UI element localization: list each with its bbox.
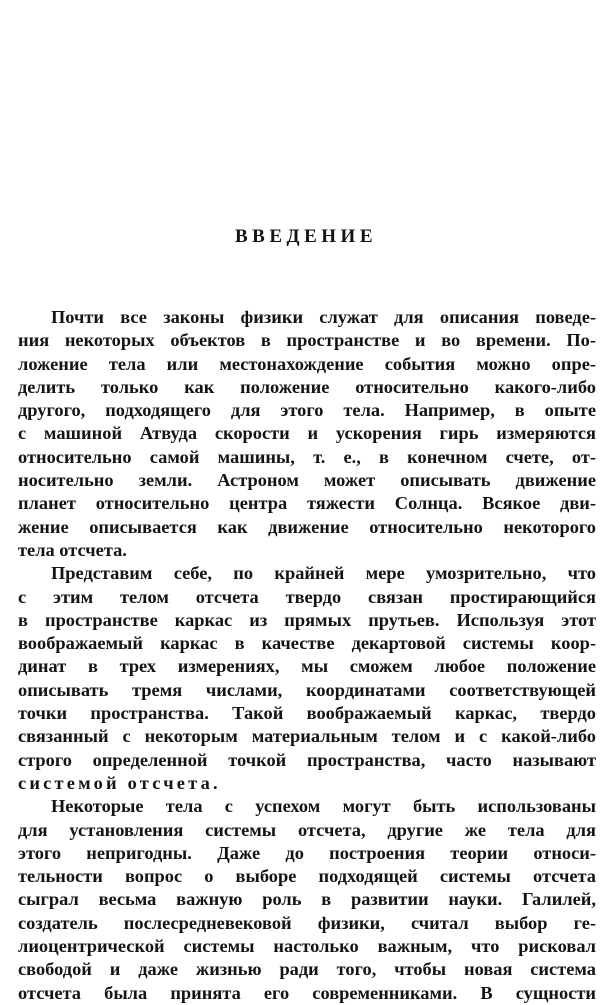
text-line: ния некоторых объектов в пространстве и во времени. По- xyxy=(18,330,596,351)
text-line: этого непригодны. Даже до построения теории относи- xyxy=(18,842,596,863)
chapter-title: ВВЕДЕНИЕ xyxy=(235,226,377,247)
text-line: ложение тела или местонахождение события можно опре- xyxy=(18,353,596,374)
text-line: планет относительно центра тяжести Солнца. Всякое дви- xyxy=(18,493,596,514)
text-line: свободой и даже жизнью ради того, чтобы новая система xyxy=(18,959,596,980)
text-line: тела отсчета. xyxy=(18,539,127,560)
text-line: сыграл весьма важную роль в развитии науки. Галилей, xyxy=(18,889,596,910)
text-line: динат в трех измерениях, мы сможем любое положение xyxy=(18,656,596,677)
body-text xyxy=(18,306,596,1005)
text-line: тельности вопрос о выборе подходящей системы отсчета xyxy=(18,866,596,887)
text-line: жение описывается как движение относительно некоторого xyxy=(18,516,596,537)
text-line: с машиной Атвуда скорости и ускорения гирь измеряются xyxy=(18,423,596,444)
text-line: носительно земли. Астроном может описывать движение xyxy=(18,470,596,491)
text-line: строго определенной точкой пространства, часто называют xyxy=(18,749,596,770)
text-line: относительно самой машины, т. е., в конечном счете, от- xyxy=(18,446,596,467)
text-line: Некоторые тела с успехом могут быть использованы xyxy=(51,796,596,817)
text-line: с этим телом отсчета твердо связан простирающийся xyxy=(18,586,596,607)
text-line: Почти все законы физики служат для описания поведе- xyxy=(51,307,596,327)
text-line: лиоцентрической системы настолько важным, что рисковал xyxy=(18,936,596,957)
text-line: Представим себе, по крайней мере умозрительно, что xyxy=(51,563,596,584)
text-line: для установления системы отсчета, другие же тела для xyxy=(18,819,596,840)
text-line: точки пространства. Такой воображаемый каркас, твердо xyxy=(18,703,596,724)
text-line: отсчета была принята его современниками. В сущности xyxy=(18,982,596,1003)
text-line: делить только как положение относительно какого-либо xyxy=(18,376,596,397)
text-line: в пространстве каркас из прямых прутьев. Используя этот xyxy=(18,609,596,630)
text-line: системой отсчета. xyxy=(18,772,221,793)
text-line: создатель послесредневековой физики, считал выбор ге- xyxy=(18,912,596,933)
text-line: другого, подходящего для этого тела. Например, в опыте xyxy=(18,400,596,421)
text-line: связанный с некоторым материальным телом и с какой-либо xyxy=(18,726,596,747)
text-line: воображаемый каркас в качестве декартовой системы коор- xyxy=(18,633,596,654)
text-line: описывать тремя числами, координатами соответствующей xyxy=(18,679,596,700)
